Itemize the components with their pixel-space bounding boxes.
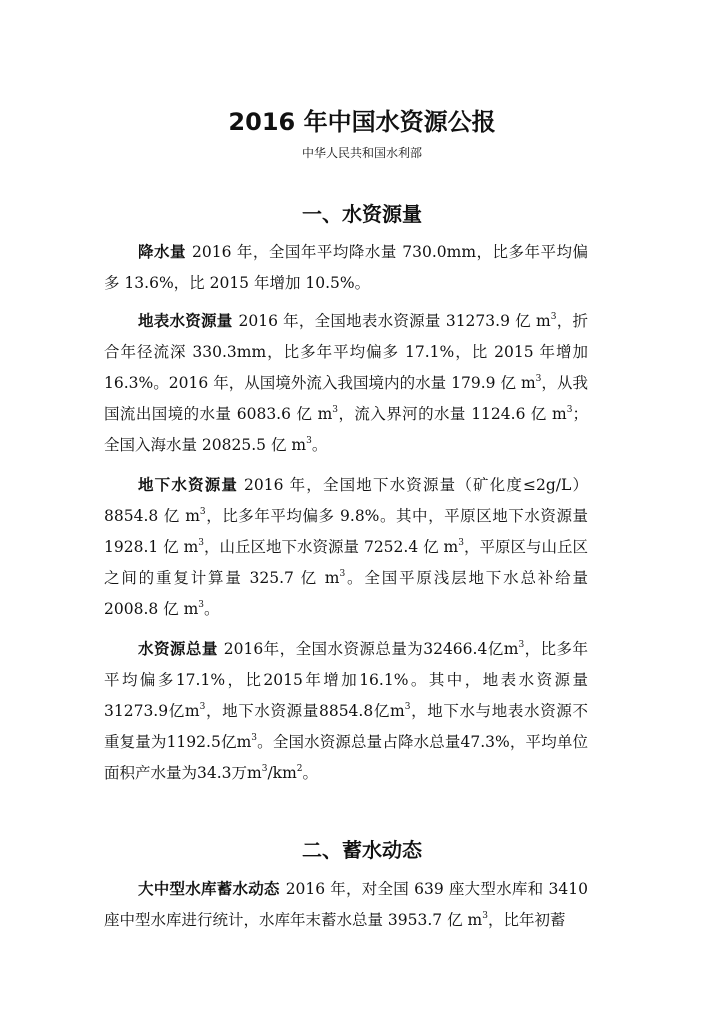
text-segment: ，折合年径流深 330.3mm，比多年平均偏多 17.1%，比 2015 年增加 16.3%。2016 年，从国境外流入我国境内的水量 179.9 亿 m — [104, 312, 588, 392]
text-segment: 。 — [311, 436, 328, 454]
text-segment: 2016 年，对全国 639 座大型水库和 3410 座中型水库进行统计，水库年末蓄水总量 3953.7 亿 m — [104, 880, 588, 929]
paragraph-total-water-resources — [104, 634, 588, 789]
document-title: 2016 年中国水资源公报 — [228, 108, 496, 136]
publisher-name: 中华人民共和国水利部 — [301, 146, 422, 160]
text-segment: ，比多年平均偏多 9.8%。其中，平原区地下水资源量 1928.1 亿 m — [104, 507, 588, 556]
term-groundwater: 地下水资源量 — [138, 476, 239, 494]
section-heading-water-resources: 一、水资源量 — [302, 202, 422, 226]
text-segment: 。全国水资源总量占降水总量47.3%，平均单位面积产水量为34.3万m — [104, 733, 588, 782]
term-total-water-resources: 水资源总量 — [138, 640, 218, 658]
superscript: 3 — [518, 640, 525, 650]
text-precipitation: 2016 年，全国年平均降水量 730.0mm，比多年平均偏多 13.6%，比 2015 年增加 10.5%。 — [104, 243, 588, 292]
superscript: 3 — [199, 702, 206, 712]
paragraph-groundwater — [104, 470, 588, 625]
paragraph-surface-water — [104, 306, 588, 461]
text-segment: ，平原区与山丘区之间的重复计算量 325.7 亿 m — [104, 538, 588, 587]
superscript: 2 — [296, 764, 303, 774]
text-segment: 。全国平原浅层地下水总补给量 2008.8 亿 m — [104, 569, 588, 618]
text-segment: /km — [267, 764, 297, 782]
text-segment: ，地下水与地表水资源不重复量为1192.5亿m — [104, 702, 589, 751]
superscript: 3 — [566, 405, 573, 415]
superscript: 3 — [199, 507, 206, 517]
superscript: 3 — [198, 600, 205, 610]
text-segment: 。 — [204, 600, 220, 618]
superscript: 3 — [198, 538, 205, 548]
text-segment: ，流入界河的水量 1124.6 亿 m — [338, 405, 567, 423]
section-heading-storage-dynamics: 二、蓄水动态 — [302, 838, 422, 862]
text-segment: 2016 年，全国地表水资源量 31273.9 亿 m — [238, 312, 551, 330]
term-surface-water: 地表水资源量 — [138, 312, 233, 330]
superscript: 3 — [306, 436, 312, 446]
superscript: 3 — [261, 764, 268, 774]
text-segment: ，比多年平均偏多17.1%，比2015年增加16.1%。其中，地表水资源量31273.9亿m — [104, 640, 588, 720]
text-segment: ，地下水资源量8854.8亿m — [205, 702, 405, 720]
superscript: 3 — [251, 733, 258, 743]
superscript: 3 — [404, 702, 411, 712]
text-segment: ；全国入海水量 20825.5 亿 m — [104, 405, 588, 454]
term-precipitation: 降水量 — [138, 243, 186, 261]
text-segment: 2016 年，全国地下水资源量（矿化度≤2g/L）8854.8 亿 m — [104, 476, 588, 525]
superscript: 3 — [332, 405, 339, 415]
text-segment: ，从我国流出国境的水量 6083.6 亿 m — [104, 374, 588, 423]
superscript: 3 — [339, 569, 346, 579]
text-segment: ，山丘区地下水资源量 7252.4 亿 m — [204, 538, 459, 556]
superscript: 3 — [482, 911, 488, 921]
superscript: 3 — [535, 374, 542, 384]
paragraph-precipitation — [104, 237, 588, 299]
paragraph-reservoir-storage — [104, 874, 588, 936]
term-reservoir-storage: 大中型水库蓄水动态 — [138, 880, 280, 898]
superscript: 3 — [458, 538, 464, 548]
text-segment: ，比年初蓄 — [487, 911, 566, 929]
text-segment: 。 — [302, 764, 319, 782]
superscript: 3 — [550, 312, 557, 322]
text-segment: 2016年，全国水资源总量为32466.4亿m — [223, 640, 519, 658]
